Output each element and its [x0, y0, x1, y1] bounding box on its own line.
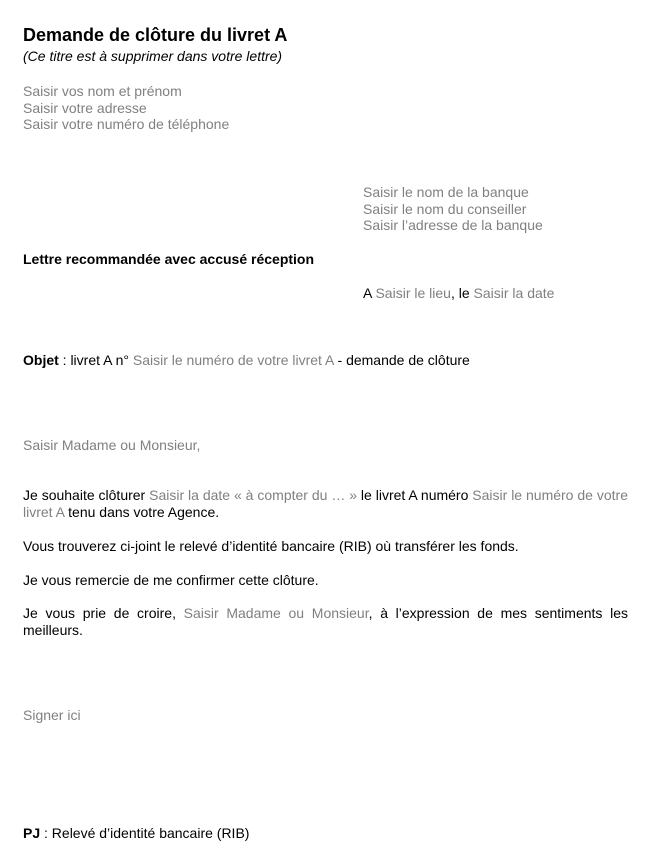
subject-suffix: - demande de clôture: [333, 352, 470, 368]
subject-prefix: : livret A n°: [58, 352, 133, 368]
p1-text-2: le livret A numéro: [357, 487, 473, 503]
place-field[interactable]: Saisir le lieu: [375, 285, 451, 301]
p4-civility-field[interactable]: Saisir Madame ou Monsieur: [183, 605, 369, 621]
salutation-line: [23, 437, 628, 454]
place-date-line: [363, 285, 643, 302]
title-note: (Ce titre est à supprimer dans votre lettre): [23, 48, 283, 64]
p4-text-2: , à l’expression de mes sentiments les meilleurs.: [23, 605, 628, 638]
p1-number-field[interactable]: Saisir le numéro de votre livret A: [23, 487, 628, 520]
subject-label: Objet: [23, 352, 59, 368]
attachment-label: PJ: [23, 825, 41, 841]
body-paragraph-2: Vous trouverez ci-joint le relevé d’identité bancaire (RIB) où transférer les fonds.: [23, 538, 519, 554]
sender-name[interactable]: Saisir vos nom et prénom: [23, 83, 182, 99]
recipient-advisor-name[interactable]: Saisir le nom du conseiller: [363, 200, 527, 217]
p4-text-1: Je vous prie de croire,: [23, 605, 184, 621]
date-field[interactable]: Saisir la date: [473, 285, 555, 301]
body-paragraph-3: Je vous remercie de me confirmer cette clôture.: [23, 572, 319, 588]
recipient-block: [363, 184, 643, 234]
sender-block: [23, 83, 628, 133]
mailing-mode: Lettre recommandée avec accusé réception: [23, 251, 315, 267]
sender-phone[interactable]: Saisir votre numéro de téléphone: [23, 116, 230, 132]
p1-text-3: tenu dans votre Agence.: [64, 503, 220, 520]
attachment-line: [23, 825, 628, 842]
recipient-bank-address[interactable]: Saisir l’adresse de la banque: [363, 217, 543, 233]
p1-date-field[interactable]: Saisir la date « à compter du … »: [149, 487, 358, 503]
place-date-separator: , le: [450, 285, 474, 301]
signature-field[interactable]: Signer ici: [23, 707, 81, 723]
recipient-bank-name[interactable]: Saisir le nom de la banque: [363, 184, 529, 200]
attachment-text: : Relevé d’identité bancaire (RIB): [40, 825, 250, 841]
sender-address[interactable]: Saisir votre adresse: [23, 99, 147, 116]
document-title: Demande de clôture du livret A: [23, 25, 288, 45]
body-paragraph-1: [23, 487, 628, 520]
salutation-suffix: ,: [196, 437, 201, 453]
salutation-field[interactable]: Saisir Madame ou Monsieur: [23, 437, 197, 453]
subject-number-field[interactable]: Saisir le numéro de votre livret A: [132, 352, 334, 368]
place-prefix: A: [363, 285, 376, 301]
body-paragraph-4: [23, 605, 628, 638]
p1-text-1: Je souhaite clôturer: [23, 487, 150, 503]
subject-line: [23, 352, 628, 369]
